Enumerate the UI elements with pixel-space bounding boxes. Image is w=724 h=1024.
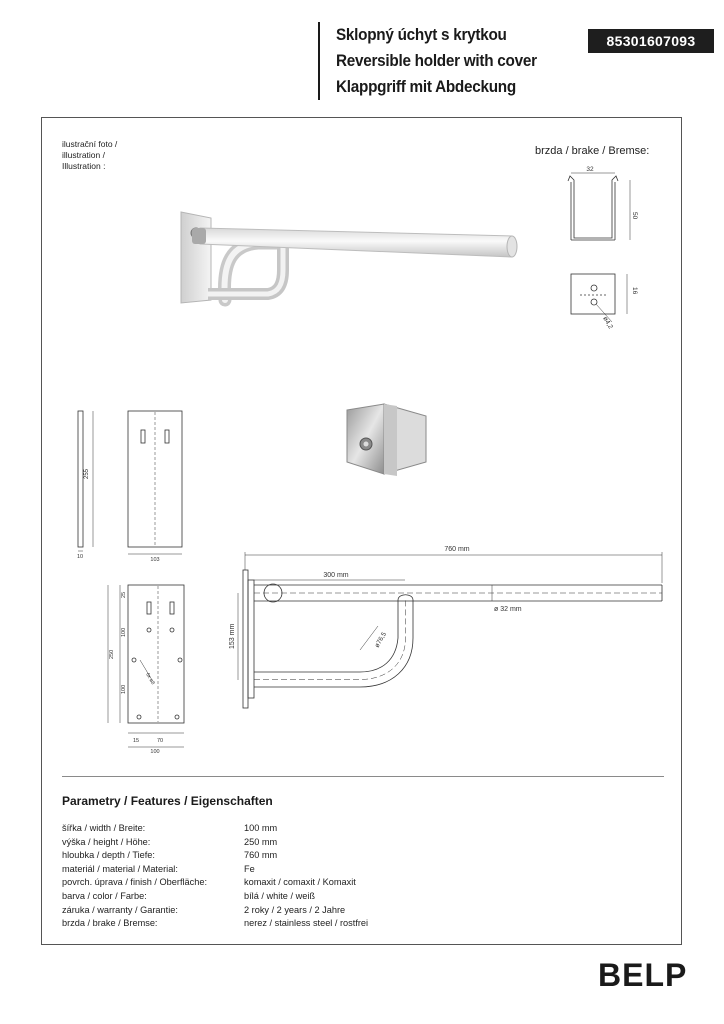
brake-hole-label: ø4,2 xyxy=(601,315,614,331)
holder-dimension-drawing xyxy=(238,552,662,708)
holder-height-label: 153 mm xyxy=(229,623,236,649)
spec-value: Fe xyxy=(244,863,255,874)
specs-heading: Parametry / Features / Eigenschaften xyxy=(62,794,273,808)
holder-hinge-length-label: 300 mm xyxy=(323,572,349,579)
plate-back-view xyxy=(108,585,184,747)
spec-row-finish xyxy=(62,876,368,890)
plate-front-width-label: 103 xyxy=(150,557,160,563)
product-illustration xyxy=(181,212,517,303)
plate-side-height-label: 255 xyxy=(84,468,90,479)
photo-caption-de: Illustration : xyxy=(62,161,106,171)
plate-back-height-label: 250 xyxy=(109,649,115,659)
plate-back-hole-label: 6x ø8 xyxy=(144,672,156,686)
spec-value: 250 mm xyxy=(244,836,278,847)
section-divider xyxy=(62,776,664,777)
title-czech: Sklopný úchyt s krytkou xyxy=(336,25,507,44)
spec-label: barva / color / Farbe: xyxy=(62,890,147,901)
spec-value: 760 mm xyxy=(244,850,278,861)
spec-row-material xyxy=(62,863,368,877)
spec-label: materiál / material / Material: xyxy=(62,863,178,874)
spec-value: 2 roky / 2 years / 2 Jahre xyxy=(244,904,346,915)
spec-label: povrch. úprava / finish / Oberfläche: xyxy=(62,877,208,888)
brake-label: brzda / brake / Bremse: xyxy=(535,145,650,157)
brake-top-drawing xyxy=(571,274,627,322)
brake-width-label: 32 xyxy=(586,166,594,173)
spec-value: 100 mm xyxy=(244,823,278,833)
spec-row-depth xyxy=(62,849,368,863)
spec-row-color xyxy=(62,890,368,904)
plate-front-view xyxy=(128,411,182,554)
brake-hole-offset-label: 16 xyxy=(631,287,638,295)
plate-back-top-label: 25 xyxy=(121,591,127,598)
plate-back-lower-label: 100 xyxy=(121,684,127,694)
holder-total-length-label: 760 mm xyxy=(444,546,470,553)
brake-photo xyxy=(347,404,426,476)
plate-back-left-label: 15 xyxy=(133,738,140,744)
brand-logo: BELP xyxy=(598,957,688,993)
spec-row-brake xyxy=(62,917,368,931)
spec-value: komaxit / comaxit / Komaxit xyxy=(244,877,356,888)
spec-label: šířka / width / Breite: xyxy=(62,823,146,833)
spec-value: bílá / white / weiß xyxy=(244,890,315,901)
photo-caption-en: illustration / xyxy=(62,150,105,160)
spec-label: brzda / brake / Bremse: xyxy=(62,918,158,929)
plate-side-view xyxy=(78,411,93,551)
title-english: Reversible holder with cover xyxy=(336,51,537,70)
plate-back-upper-label: 100 xyxy=(121,627,127,637)
plate-side-thickness-label: 10 xyxy=(77,554,84,560)
spec-value: nerez / stainless steel / rostfrei xyxy=(244,918,369,929)
spec-label: výška / height / Höhe: xyxy=(62,836,151,847)
brake-front-drawing xyxy=(568,173,630,240)
specs-table xyxy=(62,822,368,931)
brake-height-label: 50 xyxy=(631,212,638,220)
plate-back-mid-label: 70 xyxy=(157,738,164,744)
plate-back-width-label: 100 xyxy=(150,749,160,755)
spec-label: záruka / warranty / Garantie: xyxy=(62,904,178,915)
photo-caption-cz: ilustrační foto / xyxy=(62,139,118,149)
spec-row-width xyxy=(62,822,368,836)
tube-diameter-label: ø 32 mm xyxy=(494,606,522,613)
spec-row-warranty xyxy=(62,904,368,918)
spec-row-height xyxy=(62,836,368,850)
spec-label: hloubka / depth / Tiefe: xyxy=(62,850,155,861)
product-code-badge: 85301607093 xyxy=(588,29,714,53)
title-german: Klappgriff mit Abdeckung xyxy=(336,77,516,96)
bend-radius-label: ø76,5 xyxy=(373,631,389,649)
